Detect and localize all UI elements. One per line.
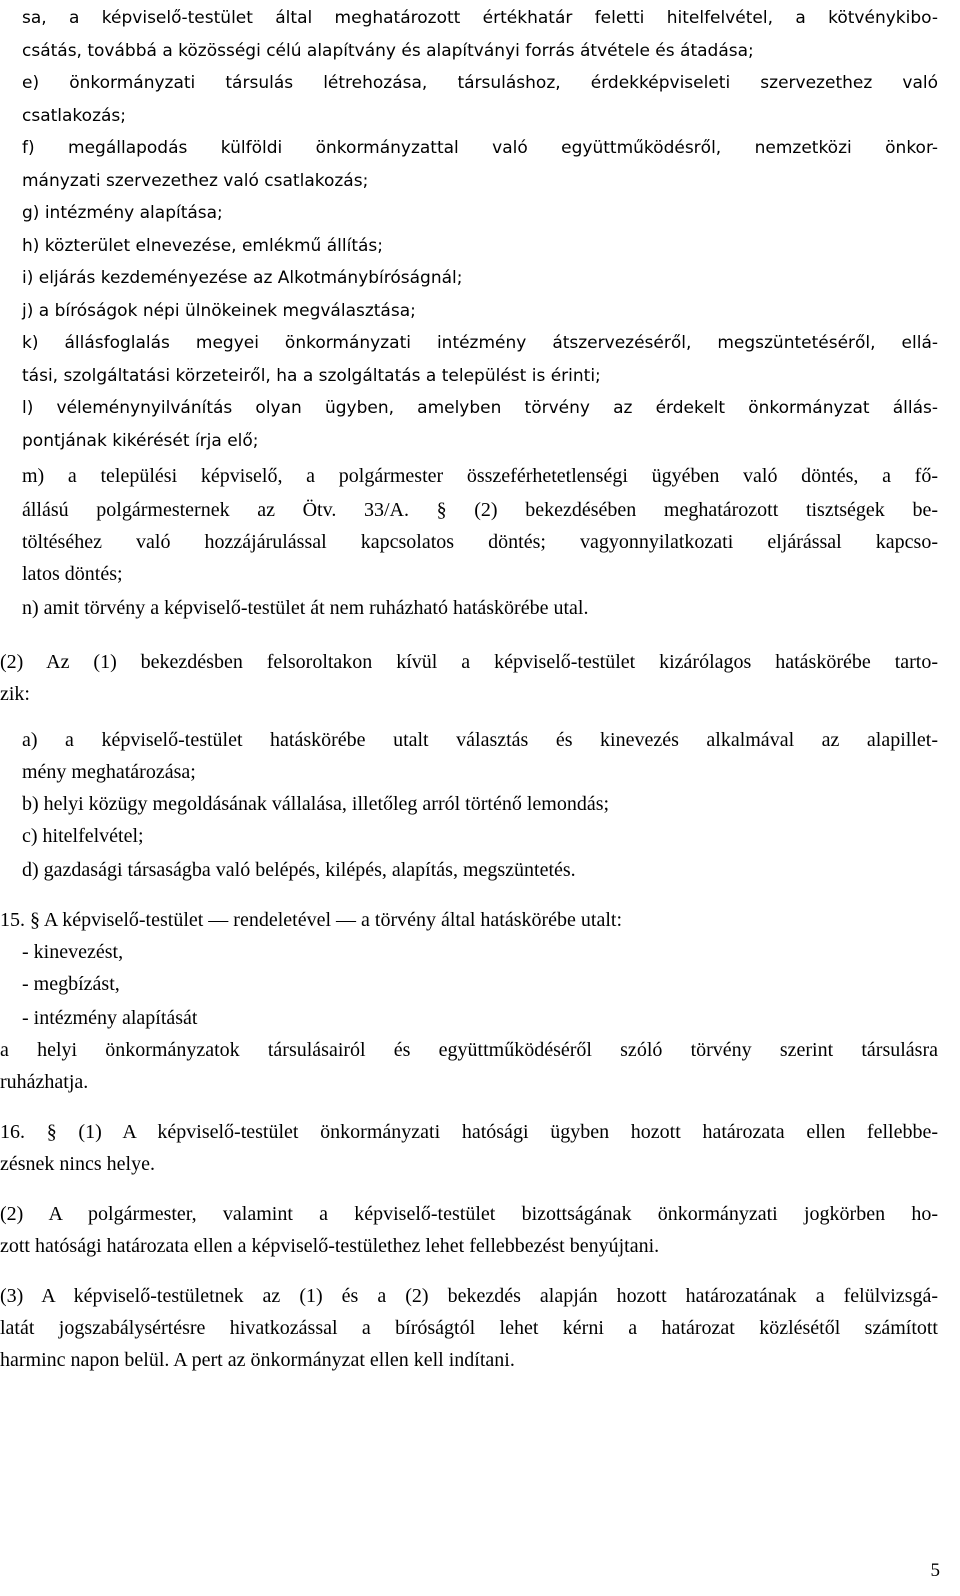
text-line: - intézmény alapítását bbox=[22, 1007, 198, 1029]
text-line: g) intézmény alapítása; bbox=[22, 203, 223, 223]
text-line: 15. § A képviselő-testület — rendeletével — a törvény által hatáskörébe utalt: bbox=[0, 909, 623, 931]
text-line: j) a bíróságok népi ülnökeinek megválasztása; bbox=[22, 300, 416, 321]
page-number: 5 bbox=[930, 1560, 940, 1581]
text-line: a) a képviselő-testület hatáskörébe utalt választás és kinevezés alkalmával az alapillet- bbox=[22, 729, 938, 751]
text-line: - megbízást, bbox=[22, 973, 120, 995]
text-line: harminc napon belül. A pert az önkormányzat ellen kell indítani. bbox=[0, 1349, 515, 1371]
text-line: m) a települési képviselő, a polgármester összeférhetetlenségi ügyében való döntés, a fő- bbox=[22, 465, 938, 487]
text-line: n) amit törvény a képviselő-testület át nem ruházható hatáskörébe utal. bbox=[22, 597, 589, 619]
text-line: pontjának kikérését írja elő; bbox=[22, 430, 259, 451]
text-line: k) állásfoglalás megyei önkormányzati intézmény átszervezéséről, megszüntetéséről, ellá- bbox=[22, 333, 938, 353]
text-line: (3) A képviselő-testületnek az (1) és a (2) bekezdés alapján hozott határozatának a felülvizsgá- bbox=[0, 1285, 938, 1307]
text-line: mény meghatározása; bbox=[22, 761, 196, 783]
text-line: csátás, továbbá a közösségi célú alapítvány és alapítványi forrás átvétele és átadása; bbox=[22, 40, 754, 61]
text-line: zésnek nincs helye. bbox=[0, 1153, 155, 1175]
text-line: latos döntés; bbox=[22, 563, 123, 585]
text-line: b) helyi közügy megoldásának vállalása, illetőleg arról történő lemondás; bbox=[22, 793, 610, 815]
text-line: l) véleménynyilvánítás olyan ügyben, amelyben törvény az érdekelt önkormányzat állás- bbox=[22, 398, 938, 418]
text-line: (2) A polgármester, valamint a képviselő-testület bizottságának önkormányzati jogkörben ho- bbox=[0, 1203, 938, 1225]
text-line: csatlakozás; bbox=[22, 105, 126, 126]
text-line: állású polgármesternek az Ötv. 33/A. § (2) bekezdésében meghatározott tisztségek be- bbox=[22, 499, 938, 521]
text-line: d) gazdasági társaságba való belépés, kilépés, alapítás, megszüntetés. bbox=[22, 859, 576, 881]
text-line: f) megállapodás külföldi önkormányzattal való együttműködésről, nemzetközi önkor- bbox=[22, 138, 938, 158]
text-line: mányzati szervezethez való csatlakozás; bbox=[22, 170, 369, 191]
text-line: 16. § (1) A képviselő-testület önkormányzati hatósági ügyben hozott határozata ellen fellebbe- bbox=[0, 1121, 938, 1143]
text-line: tási, szolgáltatási körzeteiről, ha a szolgáltatás a települést is érinti; bbox=[22, 365, 601, 386]
text-line: sa, a képviselő-testület által meghatározott értékhatár feletti hitelfelvétel, a kötvénykibo- bbox=[22, 8, 938, 28]
text-line: a helyi önkormányzatok társulásairól és együttműködéséről szóló törvény szerint társulásra bbox=[0, 1039, 938, 1061]
text-line: zott hatósági határozata ellen a képviselő-testülethez lehet fellebbezést benyújtani. bbox=[0, 1235, 660, 1257]
text-line: töltéséhez való hozzájárulással kapcsolatos döntés; vagyonnyilatkozati eljárással kapcso- bbox=[22, 531, 938, 553]
text-line: i) eljárás kezdeményezése az Alkotmánybíróságnál; bbox=[22, 268, 463, 288]
text-line: h) közterület elnevezése, emlékmű állítás; bbox=[22, 235, 383, 256]
text-line: ruházhatja. bbox=[0, 1071, 89, 1093]
text-line: zik: bbox=[0, 683, 30, 705]
text-line: c) hitelfelvétel; bbox=[22, 825, 144, 847]
text-line: e) önkormányzati társulás létrehozása, társuláshoz, érdekképviseleti szervezethez való bbox=[22, 73, 938, 93]
text-line: (2) Az (1) bekezdésben felsoroltakon kívül a képviselő-testület kizárólagos hatáskörébe tarto- bbox=[0, 651, 938, 673]
text-line: latát jogszabálysértésre hivatkozással a bíróságtól lehet kérni a határozat közlésétől számított bbox=[0, 1317, 938, 1339]
text-line: - kinevezést, bbox=[22, 941, 124, 963]
